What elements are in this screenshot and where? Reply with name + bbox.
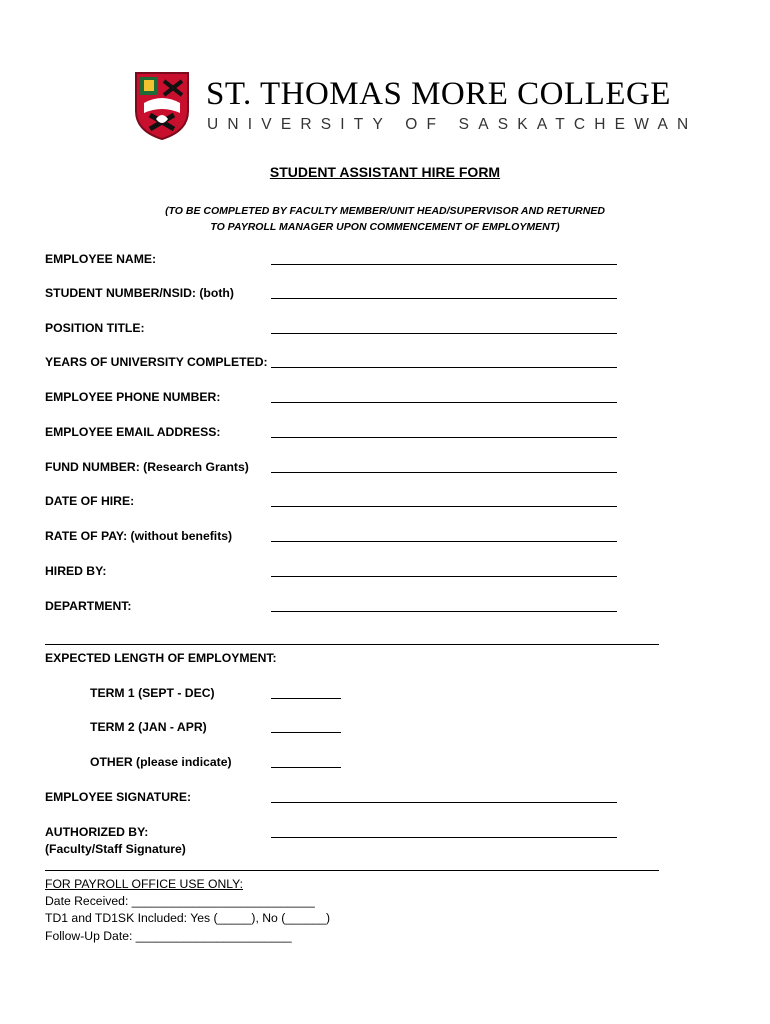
office-use-heading: FOR PAYROLL OFFICE USE ONLY: [45,877,243,891]
section-divider [45,644,659,645]
date-of-hire-label: DATE OF HIRE: [45,494,135,508]
email-label: EMPLOYEE EMAIL ADDRESS: [45,425,221,439]
employee-signature-field[interactable] [271,802,617,803]
college-name: ST. THOMAS MORE COLLEGE [206,76,671,112]
years-completed-field[interactable] [271,367,617,368]
employee-name-field[interactable] [271,264,617,265]
instructions-line-1: (TO BE COMPLETED BY FACULTY MEMBER/UNIT HEAD/SUPERVISOR AND RETURNED [165,205,605,217]
instructions-line-2: TO PAYROLL MANAGER UPON COMMENCEMENT OF EMPLOYMENT) [210,221,560,233]
department-field[interactable] [271,611,617,612]
follow-up-line[interactable]: Follow-Up Date: _______________________ [45,929,292,943]
form-title: STUDENT ASSISTANT HIRE FORM [269,164,501,180]
years-completed-label: YEARS OF UNIVERSITY COMPLETED: [45,355,268,369]
rate-of-pay-label: RATE OF PAY: (without benefits) [45,529,233,543]
authorized-by-field[interactable] [271,837,617,838]
authorized-by-sublabel: (Faculty/Staff Signature) [45,842,186,856]
rate-of-pay-field[interactable] [271,541,617,542]
td1-line[interactable]: TD1 and TD1SK Included: Yes (_____), No (______) [45,911,331,925]
other-term-label: OTHER (please indicate) [90,755,232,769]
authorized-by-label: AUTHORIZED BY: [45,825,149,839]
employee-name-label: EMPLOYEE NAME: [45,252,157,266]
student-number-label: STUDENT NUMBER/NSID: (both) [45,286,234,300]
fund-number-label: FUND NUMBER: (Research Grants) [45,460,249,474]
position-title-field[interactable] [271,333,617,334]
position-title-label: POSITION TITLE: [45,321,145,335]
university-name: UNIVERSITY OF SASKATCHEWAN [207,116,698,133]
term2-field[interactable] [271,732,341,733]
date-of-hire-field[interactable] [271,506,617,507]
hired-by-field[interactable] [271,576,617,577]
email-field[interactable] [271,437,617,438]
phone-label: EMPLOYEE PHONE NUMBER: [45,390,221,404]
hired-by-label: HIRED BY: [45,564,107,578]
term1-field[interactable] [271,698,341,699]
date-received-line[interactable]: Date Received: ___________________________ [45,894,315,908]
term2-label: TERM 2 (JAN - APR) [90,720,207,734]
student-number-field[interactable] [271,298,617,299]
employment-length-heading: EXPECTED LENGTH OF EMPLOYMENT: [45,651,277,665]
term1-label: TERM 1 (SEPT - DEC) [90,686,215,700]
phone-field[interactable] [271,402,617,403]
employee-signature-label: EMPLOYEE SIGNATURE: [45,790,192,804]
department-label: DEPARTMENT: [45,599,132,613]
other-term-field[interactable] [271,767,341,768]
office-divider [45,870,659,871]
college-crest-logo [134,71,190,141]
fund-number-field[interactable] [271,472,617,473]
